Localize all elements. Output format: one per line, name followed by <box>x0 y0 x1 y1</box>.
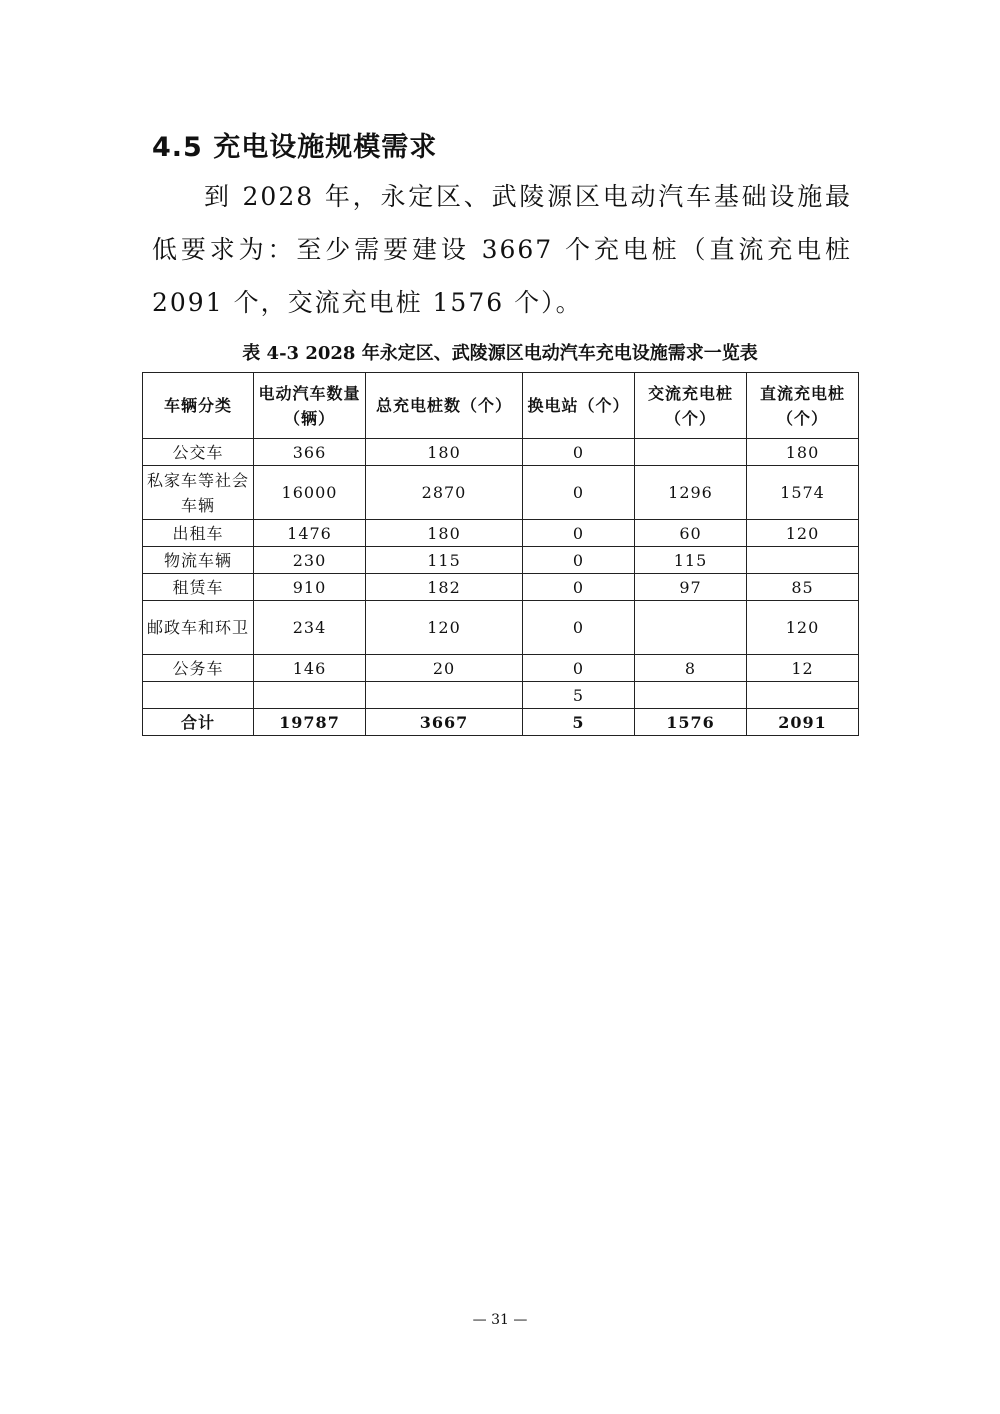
cell-swap-stations: 0 <box>523 520 635 547</box>
cell-category: 租赁车 <box>143 574 254 601</box>
cell-ac-chargers: 115 <box>635 547 747 574</box>
table-row <box>143 466 859 520</box>
header-total-chargers: 总充电桩数（个） <box>366 373 523 439</box>
cell-dc-chargers <box>747 547 859 574</box>
cell-swap-stations: 0 <box>523 439 635 466</box>
cell-dc-chargers: 85 <box>747 574 859 601</box>
header-swap-stations: 换电站（个） <box>523 373 635 439</box>
table-row <box>143 655 859 682</box>
cell-ac-chargers: 97 <box>635 574 747 601</box>
cell-total-chargers: 120 <box>366 601 523 655</box>
cell-category: 公交车 <box>143 439 254 466</box>
cell-ev-count: 1476 <box>254 520 366 547</box>
cell-ev-count <box>254 682 366 709</box>
cell-swap-stations: 0 <box>523 655 635 682</box>
cell-total-chargers: 115 <box>366 547 523 574</box>
cell-dc-chargers: 180 <box>747 439 859 466</box>
cell-dc-chargers <box>747 682 859 709</box>
cell-ev-count: 234 <box>254 601 366 655</box>
cell-total-chargers: 2870 <box>366 466 523 520</box>
table-total-row <box>143 709 859 736</box>
cell-ev-count: 146 <box>254 655 366 682</box>
cell-swap-stations: 0 <box>523 601 635 655</box>
cell-swap-stations: 0 <box>523 547 635 574</box>
table-row <box>143 547 859 574</box>
table-row <box>143 439 859 466</box>
cell-ac-chargers: 60 <box>635 520 747 547</box>
cell-category: 邮政车和环卫 <box>143 601 254 655</box>
cell-total-chargers: 180 <box>366 439 523 466</box>
table-row <box>143 682 859 709</box>
table-row <box>143 601 859 655</box>
cell-ev-count: 16000 <box>254 466 366 520</box>
header-ac-chargers: 交流充电桩（个） <box>635 373 747 439</box>
total-chargers: 3667 <box>366 709 523 736</box>
cell-total-chargers: 180 <box>366 520 523 547</box>
page-number: — 31 — <box>472 1312 528 1328</box>
table-header-row <box>143 373 859 439</box>
cell-total-chargers: 182 <box>366 574 523 601</box>
cell-ac-chargers: 1296 <box>635 466 747 520</box>
cell-ev-count: 910 <box>254 574 366 601</box>
table-row <box>143 574 859 601</box>
cell-category: 物流车辆 <box>143 547 254 574</box>
cell-category: 出租车 <box>143 520 254 547</box>
cell-total-chargers: 20 <box>366 655 523 682</box>
cell-dc-chargers: 120 <box>747 601 859 655</box>
cell-dc-chargers: 120 <box>747 520 859 547</box>
total-dc-chargers: 2091 <box>747 709 859 736</box>
header-vehicle-category: 车辆分类 <box>143 373 254 439</box>
cell-swap-stations: 0 <box>523 574 635 601</box>
cell-dc-chargers: 1574 <box>747 466 859 520</box>
header-ev-count: 电动汽车数量（辆） <box>254 373 366 439</box>
total-swap-stations: 5 <box>523 709 635 736</box>
total-label: 合计 <box>143 709 254 736</box>
cell-dc-chargers: 12 <box>747 655 859 682</box>
body-paragraph: 到 2028 年，永定区、武陵源区电动汽车基础设施最低要求为：至少需要建设 3667 个充电桩（直流充电桩 2091 个，交流充电桩 1576 个）。 <box>152 182 852 317</box>
table-caption: 表 4-3 2028 年永定区、武陵源区电动汽车充电设施需求一览表 <box>242 343 758 364</box>
charging-demand-table <box>142 372 859 736</box>
cell-swap-stations: 5 <box>523 682 635 709</box>
cell-category: 公务车 <box>143 655 254 682</box>
cell-ev-count: 230 <box>254 547 366 574</box>
total-ev-count: 19787 <box>254 709 366 736</box>
table-row <box>143 520 859 547</box>
cell-ac-chargers <box>635 601 747 655</box>
cell-category <box>143 682 254 709</box>
total-ac-chargers: 1576 <box>635 709 747 736</box>
cell-ev-count: 366 <box>254 439 366 466</box>
cell-ac-chargers: 8 <box>635 655 747 682</box>
cell-category: 私家车等社会车辆 <box>143 466 254 520</box>
section-heading: 4.5 充电设施规模需求 <box>152 132 438 163</box>
cell-swap-stations: 0 <box>523 466 635 520</box>
cell-total-chargers <box>366 682 523 709</box>
cell-ac-chargers <box>635 439 747 466</box>
cell-ac-chargers <box>635 682 747 709</box>
header-dc-chargers: 直流充电桩（个） <box>747 373 859 439</box>
